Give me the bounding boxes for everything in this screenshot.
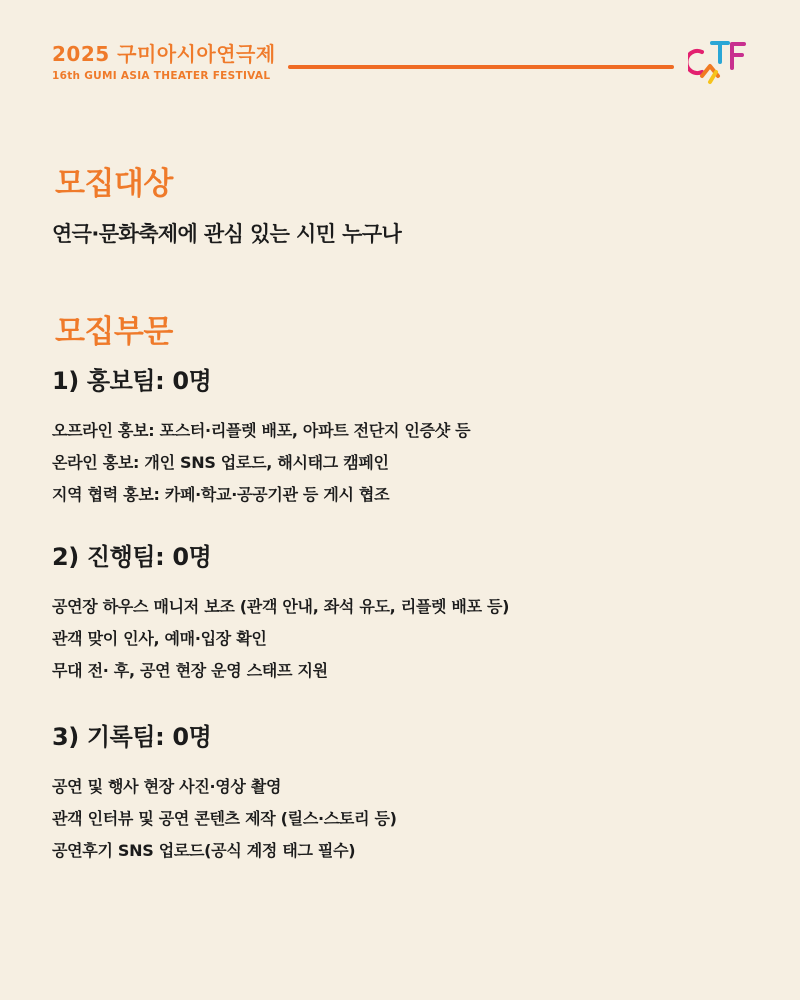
team-duty-list bbox=[52, 771, 752, 867]
recruit-target-heading: 모집대상 bbox=[55, 166, 173, 202]
team-title: 3) 기록팀: 0명 bbox=[52, 723, 212, 751]
recruit-target-text: 연극·문화축제에 관심 있는 시민 누구나 bbox=[52, 222, 402, 246]
team-recording bbox=[52, 722, 752, 867]
list-item: 무대 전· 후, 공연 현장 운영 스태프 지원 bbox=[52, 661, 328, 680]
festival-subtitle: 16th GUMI ASIA THEATER FESTIVAL bbox=[52, 70, 271, 82]
team-promotion bbox=[52, 366, 752, 511]
list-item: 공연 및 행사 현장 사진·영상 촬영 bbox=[52, 777, 282, 796]
list-item: 관객 맞이 인사, 예매·입장 확인 bbox=[52, 629, 267, 648]
team-duty-list bbox=[52, 591, 752, 687]
list-item: 공연장 하우스 매니저 보조 (관객 안내, 좌석 유도, 리플렛 배포 등) bbox=[52, 597, 510, 616]
list-item: 공연후기 SNS 업로드(공식 계정 태그 필수) bbox=[52, 841, 356, 860]
team-duty-list bbox=[52, 415, 752, 511]
team-operations bbox=[52, 542, 752, 687]
list-item: 오프라인 홍보: 포스터·리플렛 배포, 아파트 전단지 인증샷 등 bbox=[52, 421, 471, 440]
team-title: 1) 홍보팀: 0명 bbox=[52, 367, 212, 395]
list-item: 관객 인터뷰 및 공연 콘텐츠 제작 (릴스·스토리 등) bbox=[52, 809, 397, 828]
team-title: 2) 진행팀: 0명 bbox=[52, 543, 212, 571]
recruit-fields-heading: 모집부문 bbox=[55, 314, 173, 350]
list-item: 지역 협력 홍보: 카페·학교·공공기관 등 게시 협조 bbox=[52, 485, 390, 504]
header-divider bbox=[288, 65, 674, 69]
gatf-logo-icon bbox=[688, 38, 752, 86]
list-item: 온라인 홍보: 개인 SNS 업로드, 해시태그 캠페인 bbox=[52, 453, 389, 472]
festival-title: 2025 구미아시아연극제 bbox=[52, 42, 276, 66]
header bbox=[52, 38, 752, 98]
